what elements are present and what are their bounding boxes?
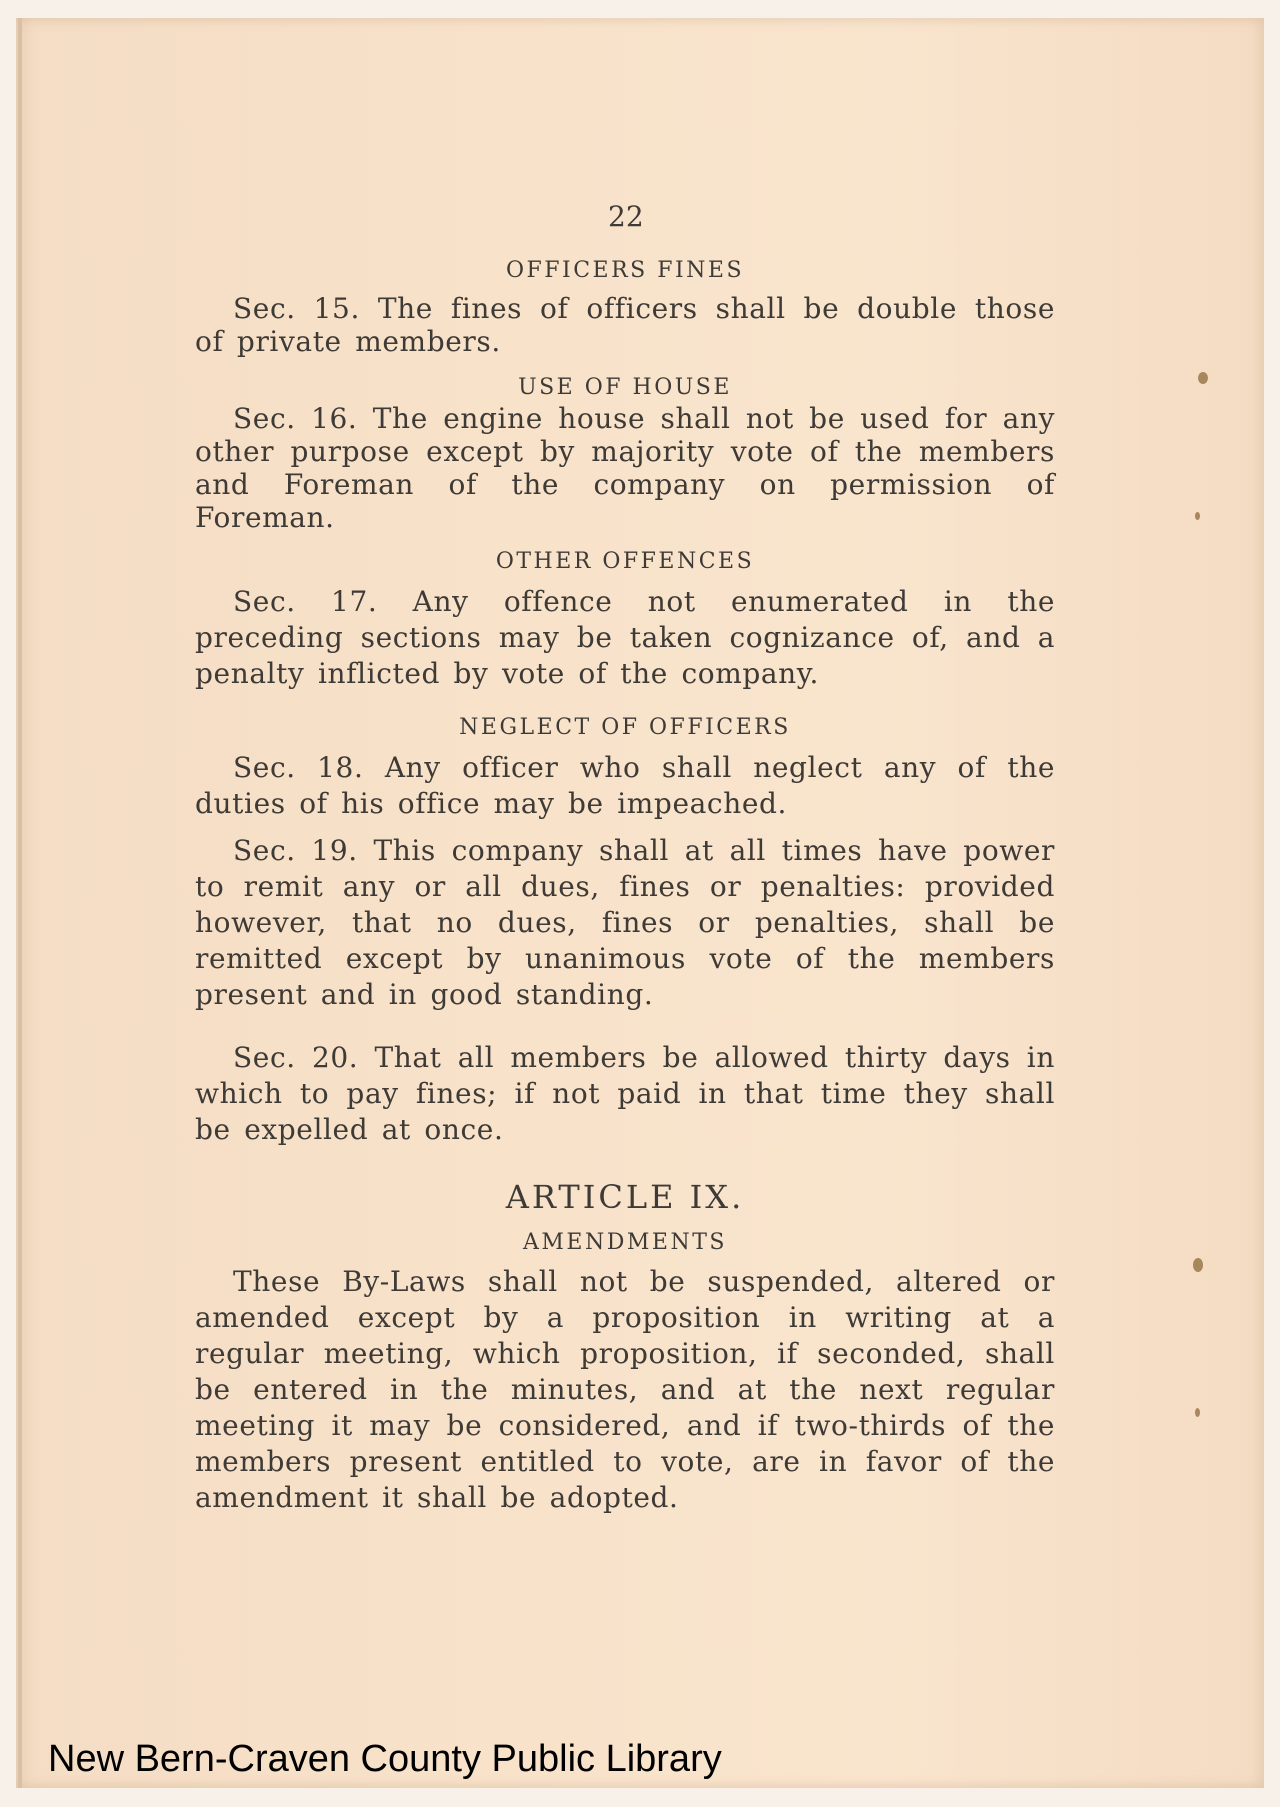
paragraph-sec-16: Sec. 16. The engine house shall not be used for any other purpose except by majority vote of the members and Foreman of the company on permission of Foreman.	[195, 402, 1055, 534]
paragraph-sec-18: Sec. 18. Any officer who shall neglect any of the duties of his office may be impeached.	[195, 751, 1055, 820]
paragraph-sec-15: Sec. 15. The fines of officers shall be double those of private members.	[195, 292, 1055, 358]
paragraph-sec-17: Sec. 17. Any offence not enumerated in the preceding sections may be taken cognizance of, and a penalty inflicted by vote of the company.	[195, 585, 1055, 690]
paper-stain	[1195, 1408, 1200, 1417]
paper-stain	[1195, 512, 1200, 520]
paragraph-sec-19: Sec. 19. This company shall at all times have power to remit any or all dues, fines or penalties: provided however, that no dues, fines or penalties, shall be remitted except by unanimous vote of the members present and in good standing.	[195, 834, 1055, 1011]
section-heading-use-of-house: USE OF HOUSE	[518, 375, 732, 400]
paper-stain	[1193, 1258, 1203, 1272]
page-number: 22	[608, 200, 644, 233]
library-watermark: New Bern-Craven County Public Library	[48, 1738, 722, 1780]
page-edge	[18, 18, 22, 1788]
paragraph-sec-20: Sec. 20. That all members be allowed thirty days in which to pay fines; if not paid in that time they shall be expelled at once.	[195, 1041, 1055, 1146]
section-heading-other-offences: OTHER OFFENCES	[495, 549, 755, 574]
article-heading-amendments: AMENDMENTS	[523, 1230, 727, 1255]
paper-stain	[1198, 372, 1208, 384]
section-heading-neglect-of-officers: NEGLECT OF OFFICERS	[459, 715, 791, 740]
article-title: ARTICLE IX.	[505, 1178, 745, 1216]
section-heading-officers-fines: OFFICERS FINES	[505, 258, 745, 283]
paragraph-amendments: These By-Laws shall not be suspended, altered or amended except by a proposition in writing at a regular meeting, which proposition, if seconded, shall be entered in the minutes, and at the next regular meeting it may be considered, and if two-thirds of the members present entitled to vote, are in favor of the amendment it shall be adopted.	[195, 1265, 1055, 1514]
